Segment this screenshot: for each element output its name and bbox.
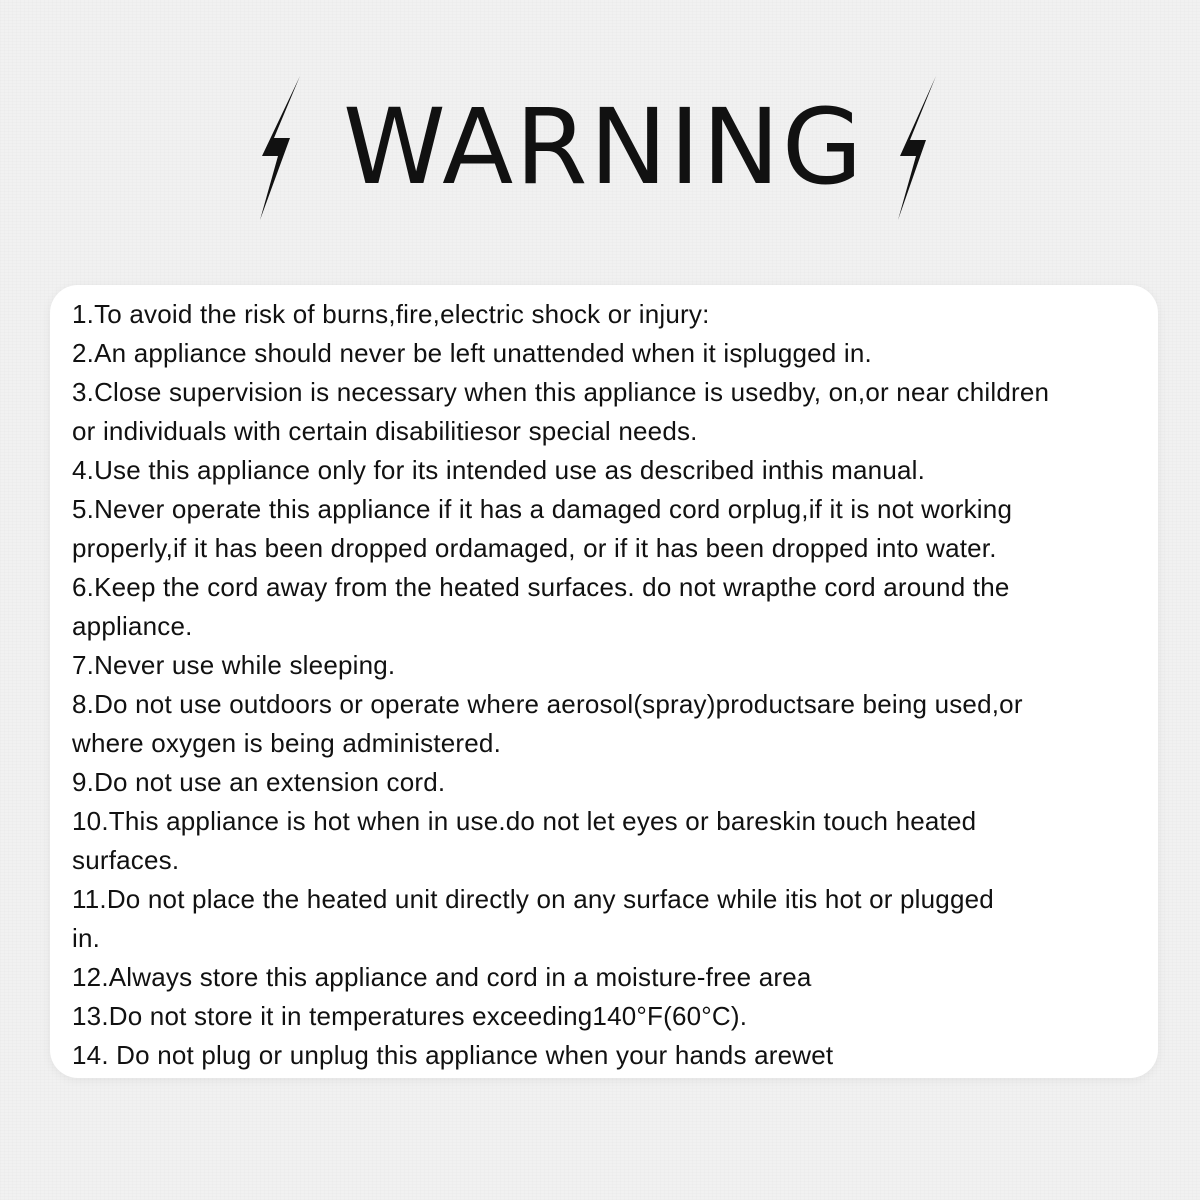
warning-line: 6.Keep the cord away from the heated surfaces. do not wrapthe cord around the: [72, 572, 1010, 602]
warning-line: 9.Do not use an extension cord.: [72, 767, 446, 797]
lightning-bolt-icon: [256, 76, 306, 220]
warning-line: or individuals with certain disabilitiesor special needs.: [72, 416, 698, 446]
warning-line: where oxygen is being administered.: [72, 728, 502, 758]
page-title: WARNING: [343, 86, 865, 208]
warning-line: 7.Never use while sleeping.: [72, 650, 396, 680]
warning-list: [72, 295, 1152, 1075]
warning-line: 3.Close supervision is necessary when this appliance is usedby, on,or near children: [72, 377, 1050, 407]
warning-line: 1.To avoid the risk of burns,fire,electric shock or injury:: [72, 299, 710, 329]
warning-line: 10.This appliance is hot when in use.do not let eyes or bareskin touch heated: [72, 806, 977, 836]
warning-line: in.: [72, 923, 101, 953]
warning-line: 2.An appliance should never be left unattended when it isplugged in.: [72, 338, 872, 368]
warning-line: 5.Never operate this appliance if it has a damaged cord orplug,if it is not working: [72, 494, 1013, 524]
warning-line: properly,if it has been dropped ordamaged, or if it has been dropped into water.: [72, 533, 997, 563]
warning-line: 14. Do not plug or unplug this appliance when your hands arewet: [72, 1040, 834, 1070]
warning-line: 11.Do not place the heated unit directly on any surface while itis hot or plugged: [72, 884, 994, 914]
warning-line: 8.Do not use outdoors or operate where aerosol(spray)productsare being used,or: [72, 689, 1023, 719]
lightning-bolt-icon-svg: [894, 76, 944, 220]
warning-card: [50, 285, 1158, 1078]
warning-line: 12.Always store this appliance and cord in a moisture-free area: [72, 962, 812, 992]
lightning-bolt-icon: [894, 76, 944, 220]
warning-line: 13.Do not store it in temperatures exceeding140°F(60°C).: [72, 1001, 748, 1031]
warning-line: surfaces.: [72, 845, 180, 875]
warning-line: appliance.: [72, 611, 193, 641]
lightning-bolt-icon-svg: [256, 76, 306, 220]
warning-line: 4.Use this appliance only for its intended use as described inthis manual.: [72, 455, 926, 485]
